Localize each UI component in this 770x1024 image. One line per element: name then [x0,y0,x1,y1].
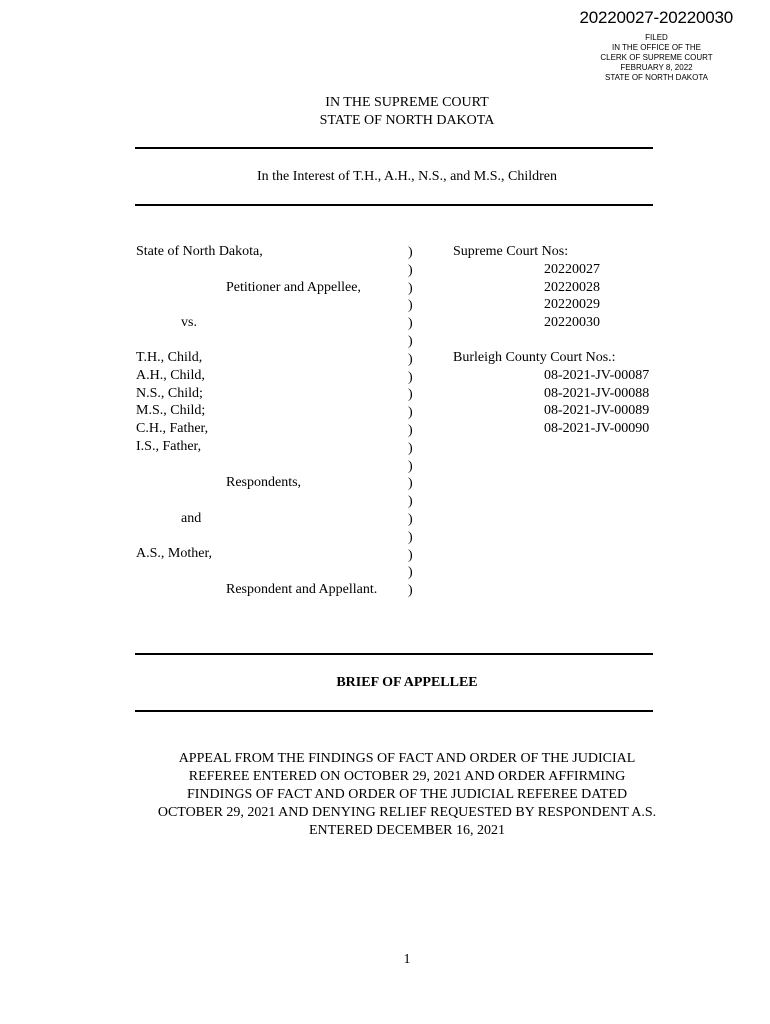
caption-parenthesis: ) [408,351,413,367]
brief-title: BRIEF OF APPELLEE [336,675,478,690]
court-state: STATE OF NORTH DAKOTA [319,113,495,128]
county-court-label: Burleigh County Court Nos.: [453,350,616,365]
appeal-statement [133,750,681,840]
appellant-name: A.S., Mother, [136,546,213,561]
respondents-role: Respondents, [226,475,302,490]
supreme-court-label: Supreme Court Nos: [453,244,569,259]
caption-parenthesis: ) [408,547,413,563]
supreme-court-number: 20220027 [544,262,600,277]
filing-stamp [590,33,723,83]
caption-parenthesis: ) [408,298,413,314]
caption-parenthesis-column [408,244,413,600]
petitioner-role: Petitioner and Appellee, [226,280,361,295]
caption-parenthesis: ) [408,316,413,332]
caption-parenthesis: ) [408,387,413,403]
document-number: 20220027-20220030 [579,8,733,27]
respondent-name: I.S., Father, [136,439,202,454]
appeal-line: ENTERED DECEMBER 16, 2021 [309,823,505,838]
conjunction-label: and [181,511,202,526]
petitioner-name: State of North Dakota, [136,244,263,259]
page-number: 1 [403,952,411,967]
filing-stamp-line: FILED [645,33,668,42]
caption-parenthesis: ) [408,333,413,349]
filing-stamp-line: FEBRUARY 8, 2022 [620,63,693,72]
caption-parenthesis: ) [408,422,413,438]
appellant-role: Respondent and Appellant. [226,582,378,597]
supreme-court-number: 20220028 [544,280,600,295]
interest-line: In the Interest of T.H., A.H., N.S., and M.S., Children [256,169,558,184]
caption-parenthesis: ) [408,565,413,581]
county-court-number: 08-2021-JV-00087 [544,368,650,383]
caption-parenthesis: ) [408,476,413,492]
filing-stamp-line: IN THE OFFICE OF THE [611,43,702,52]
divider-rule [135,204,653,206]
caption-parenthesis: ) [408,458,413,474]
county-court-number: 08-2021-JV-00088 [544,386,650,401]
appeal-line: FINDINGS OF FACT AND ORDER OF THE JUDICIAL REFEREE DATED [186,787,628,802]
supreme-court-number: 20220029 [544,297,600,312]
caption-parenthesis: ) [408,405,413,421]
caption-parenthesis: ) [408,369,413,385]
appeal-line: REFEREE ENTERED ON OCTOBER 29, 2021 AND ORDER AFFIRMING [188,769,626,784]
caption-parenthesis: ) [408,529,413,545]
divider-rule [135,147,653,149]
versus-label: vs. [181,315,197,330]
caption-parenthesis: ) [408,245,413,260]
caption-parenthesis: ) [408,280,413,296]
county-court-number: 08-2021-JV-00089 [544,403,650,418]
caption-parenthesis: ) [408,511,413,527]
caption-parenthesis: ) [408,262,413,278]
caption-parenthesis: ) [408,583,413,599]
county-court-number: 08-2021-JV-00090 [544,421,650,436]
court-heading [0,94,770,130]
respondent-name: M.S., Child; [136,403,206,418]
respondent-name: C.H., Father, [136,421,209,436]
court-name: IN THE SUPREME COURT [325,95,489,110]
respondent-name: N.S., Child; [136,386,203,401]
filing-stamp-line: CLERK OF SUPREME COURT [600,53,713,62]
divider-rule [135,710,653,712]
appeal-line: OCTOBER 29, 2021 AND DENYING RELIEF REQUESTED BY RESPONDENT A.S. [157,805,657,820]
caption-parenthesis: ) [408,440,413,456]
filing-stamp-line: STATE OF NORTH DAKOTA [605,73,708,82]
supreme-court-number: 20220030 [544,315,600,330]
caption-parenthesis: ) [408,494,413,510]
respondent-name: A.H., Child, [136,368,205,383]
respondent-name: T.H., Child, [136,350,203,365]
divider-rule [135,653,653,655]
appeal-line: APPEAL FROM THE FINDINGS OF FACT AND ORDER OF THE JUDICIAL [178,751,636,766]
